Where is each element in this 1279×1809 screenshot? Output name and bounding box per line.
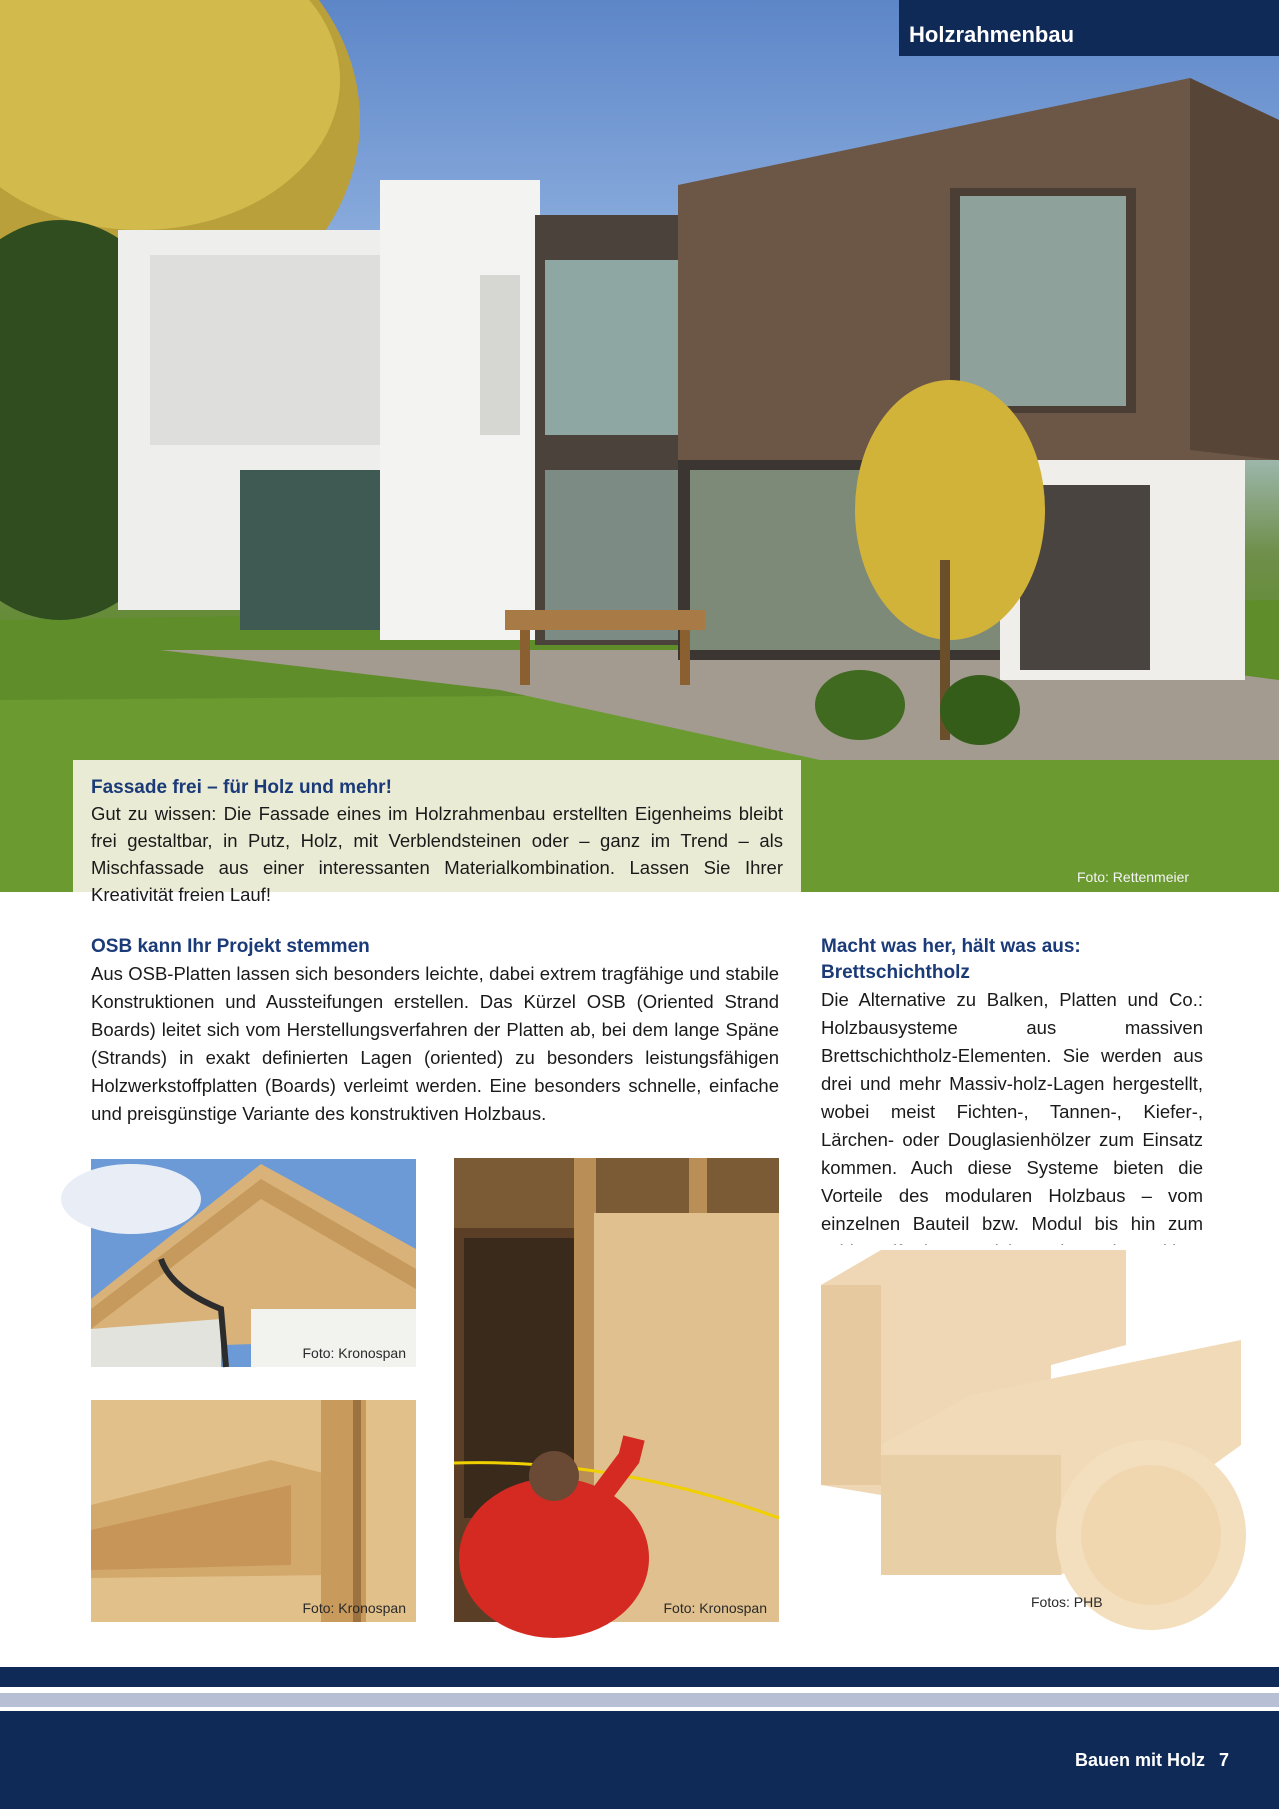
hero-photo-credit: Foto: Rettenmeier <box>1077 869 1190 885</box>
roof-eaves-photo <box>91 1159 416 1367</box>
footer-magazine-name: Bauen mit Holz <box>1074 1750 1205 1770</box>
hero-caption-title: Fassade frei – für Holz und mehr! <box>91 777 392 798</box>
glulam-photo-credit: Fotos: PHB <box>1031 1594 1103 1610</box>
page-number: 7 <box>1218 1750 1229 1770</box>
worker-photo-credit: Foto: Kronospan <box>663 1600 767 1616</box>
footer-band-top <box>0 1667 1279 1687</box>
glulam-heading: Macht was her, hält was aus: Brettschichtholz <box>821 936 1081 983</box>
glulam-illustration <box>821 1245 1241 1620</box>
worker-photo <box>454 1158 779 1622</box>
worker-illustration <box>454 1158 779 1622</box>
hero-caption <box>73 760 801 905</box>
osb-joint-photo-credit: Foto: Kronospan <box>302 1600 406 1616</box>
osb-joint-photo <box>91 1400 416 1622</box>
footer-band-stripe <box>0 1693 1279 1707</box>
glulam-article <box>821 934 1203 1294</box>
footer-label <box>1061 1750 1229 1771</box>
roof-photo-credit: Foto: Kronospan <box>302 1345 406 1361</box>
roof-eaves-illustration <box>91 1159 416 1367</box>
osb-heading: OSB kann Ihr Projekt stemmen <box>91 936 370 957</box>
glulam-body: Die Alternative zu Balken, Platten und Co.: Holzbausysteme aus massiven Brettschichtholz-Elementen. Sie werden aus drei und mehr Massiv-holz-Lagen hergestellt, wobei meist Fichten-, Tannen-, Kiefer-, Lärchen- oder Douglasienhölzer zum Einsatz kommen. Auch diese Systeme bieten die Vorteile des modularen Holzbaus – vom einzelnen Bauteil bzw. Modul bis hin zum <box>821 989 1203 1234</box>
hero-caption-text: Gut zu wissen: Die Fassade eines im Holzrahmenbau erstellten Eigenheims bleibt frei gestaltbar, in Putz, Holz, mit Verblendsteinen oder – ganz im Trend – als Mischfassade aus einer interessanten Materialkombination. Lassen Sie Ihrer Kreativität freien Lauf! <box>91 803 783 905</box>
osb-body: Aus OSB-Platten lassen sich besonders leichte, dabei extrem tragfähige und stabile Konstruktionen und Aussteifungen erstellen. Das Kürzel OSB (Oriented Strand Boards) leitet sich vom Herstellungsverfahren der Platten ab, bei dem lange Späne (Strands) in exakt definierten Lagen (oriented) zu besonders leistungsfähigen Holzwerkstoffplatten (Boards) verleimt werden. Eine besonders schnelle, einfache und preisgünstige Variante des konstruktiven Holzbaus. <box>91 963 779 1124</box>
house-illustration <box>0 0 1279 892</box>
section-label: Holzrahmenbau <box>899 0 1279 56</box>
osb-joint-illustration <box>91 1400 416 1622</box>
osb-article <box>91 934 779 1128</box>
glulam-photo <box>821 1245 1241 1620</box>
